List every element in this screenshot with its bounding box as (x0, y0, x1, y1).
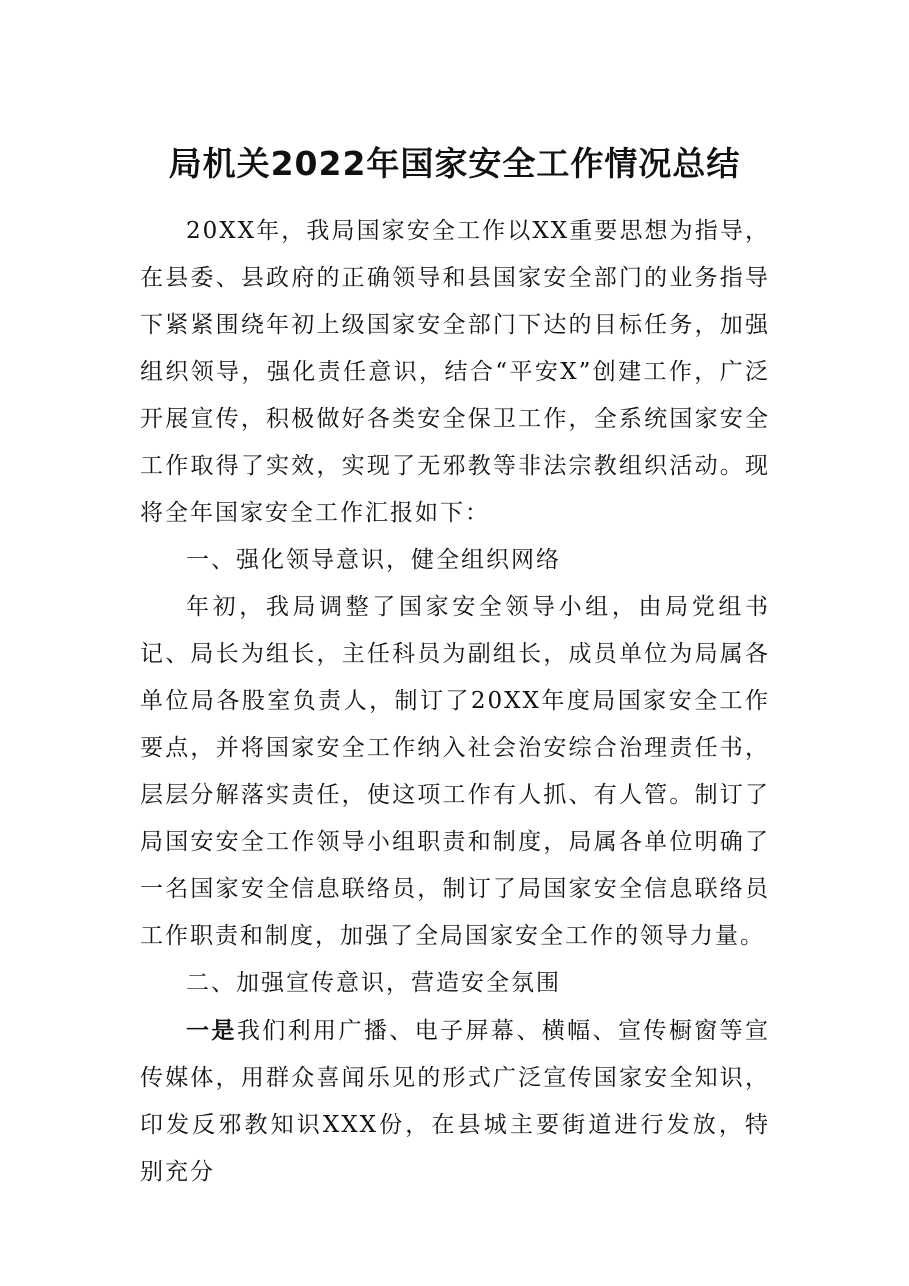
document-title: 局机关2022年国家安全工作情况总结 (168, 144, 741, 183)
section-1-paragraph: 年初，我局调整了国家安全领导小组，由局党组书记、局长为组长，主任科员为副组长，成员单位为局属各单位局各股室负责人，制订了20XX年度局国家安全工作要点，并将国家安全工作纳入社会治安综合治理责任书，层层分解落实责任，使这项工作有人抓、有人管。制订了局国安安全工作领导小组职责和制度，局属各单位明确了一名国家安全信息联络员，制订了局国家安全信息联络员工作职责和制度，加强了全局国家安全工作的领导力量。 (140, 594, 770, 949)
section-2-lead: 一是 (186, 1017, 237, 1044)
section-2-text: 我们利用广播、电子屏幕、横幅、宣传橱窗等宣传媒体，用群众喜闻乐见的形式广泛宣传国家安全知识，印发反邪教知识XXX份，在县城主要街道进行发放，特别充分 (140, 1018, 771, 1185)
document-body (140, 208, 770, 1196)
section-2-paragraph (140, 1007, 770, 1196)
intro-paragraph: 20XX年，我局国家安全工作以XX重要思想为指导，在县委、县政府的正确领导和县国家安全部门的业务指导下紧紧围绕年初上级国家安全部门下达的目标任务，加强组织领导，强化责任意识，结合“平安X”创建工作，广泛开展宣传，积极做好各类安全保卫工作，全系统国家安全工作取得了实效，实现了无邪教等非法宗教组织活动。现将全年国家安全工作汇报如下： (140, 218, 770, 526)
section-1-heading: 一、强化领导意识，健全组织网络 (186, 547, 561, 573)
section-2-heading: 二、加强宣传意识，营造安全氛围 (186, 970, 561, 996)
